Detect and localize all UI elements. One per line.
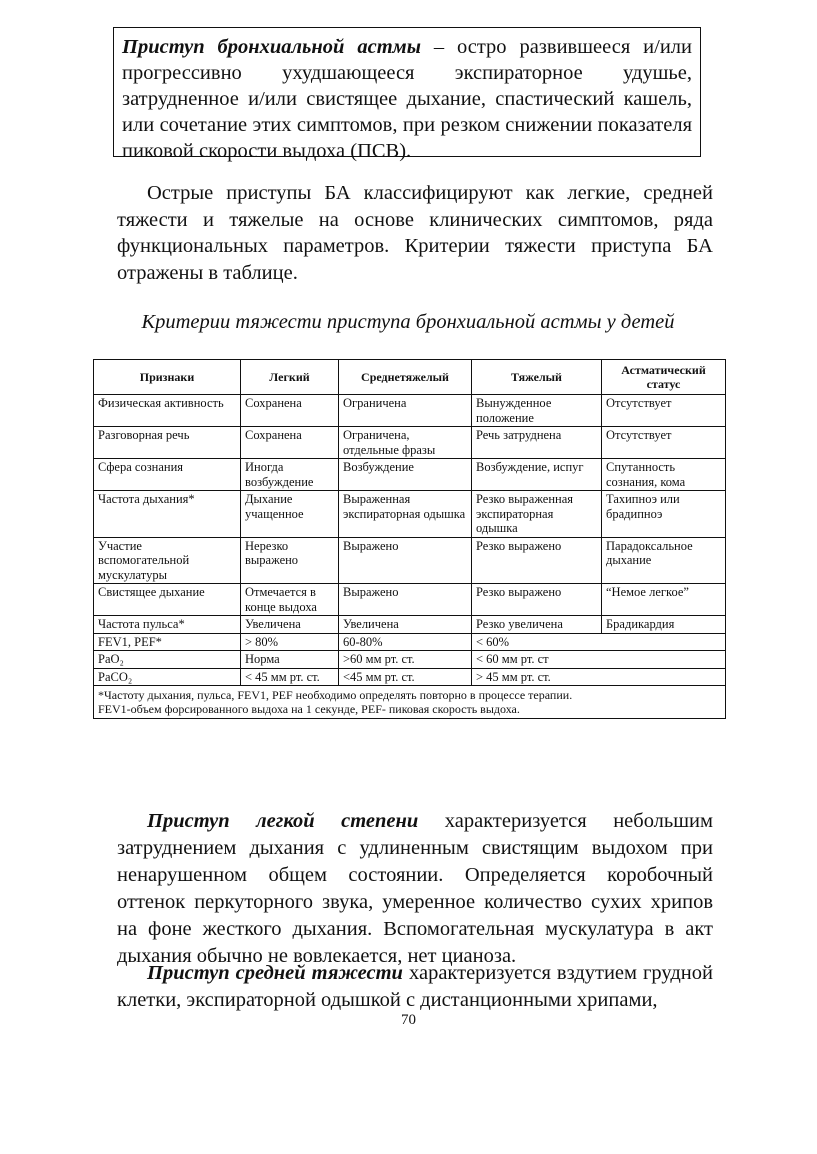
- table-cell: Норма: [241, 651, 339, 669]
- table-cell: >60 мм рт. ст.: [339, 651, 472, 669]
- table-header-row: [94, 360, 726, 395]
- table-cell: Брадикардия: [602, 616, 726, 634]
- table-cell: Ограничена, отдельные фразы: [339, 427, 472, 459]
- table-cell: Выражено: [339, 537, 472, 584]
- table-cell: < 45 мм рт. ст.: [241, 668, 339, 686]
- table-cell: Выраженная экспираторная одышка: [339, 491, 472, 538]
- table-row: [94, 651, 726, 669]
- table-cell: > 45 мм рт. ст.: [472, 668, 726, 686]
- table-cell: Участие вспомогательной мускулатуры: [94, 537, 241, 584]
- table-cell: “Немое легкое”: [602, 584, 726, 616]
- table-row: [94, 537, 726, 584]
- header-cell: Астматический статус: [602, 360, 726, 395]
- table-cell: Иногда возбуждение: [241, 459, 339, 491]
- table-cell: <45 мм рт. ст.: [339, 668, 472, 686]
- table-cell: Вынужденное положение: [472, 395, 602, 427]
- header-cell: Легкий: [241, 360, 339, 395]
- table-caption: Критерии тяжести приступа бронхиальной астмы у детей: [141, 311, 675, 333]
- table-cell: Физическая активность: [94, 395, 241, 427]
- header-cell: Тяжелый: [472, 360, 602, 395]
- table-footnote-row: [94, 686, 726, 719]
- table-cell: Отмечается в конце выдоха: [241, 584, 339, 616]
- table-row: [94, 633, 726, 651]
- table-cell: Нерезко выражено: [241, 537, 339, 584]
- table-cell: Выражено: [339, 584, 472, 616]
- table-cell: Увеличена: [241, 616, 339, 634]
- header-cell: Признаки: [94, 360, 241, 395]
- mild-attack-text: характеризуется небольшим затруднением дыхания с удлиненным свистящим выдохом при ненарушенном общем состоянии. Определяется коробочный оттенок перкуторного звука, умеренное количество сухих хрипов на фоне жесткого дыхания. Вспомогательная мускулатура в акт дыхания обычно не вовлекается, нет цианоза.: [117, 810, 713, 967]
- table-cell: Возбуждение, испуг: [472, 459, 602, 491]
- definition-text: – остро развившееся и/или прогрессивно ухудшающееся экспираторное удушье, затрудненное и/или свистящее дыхание, спастический кашель, или сочетание этих симптомов, при резком снижении показателя пиковой скорости выдоха (ПСВ).: [122, 36, 692, 162]
- table-cell: Резко выражено: [472, 584, 602, 616]
- moderate-attack-paragraph: [117, 960, 713, 1014]
- table-cell: > 80%: [241, 633, 339, 651]
- table-row: [94, 491, 726, 538]
- table-cell: Свистящее дыхание: [94, 584, 241, 616]
- table-cell: Спутанность сознания, кома: [602, 459, 726, 491]
- table-cell: Резко выражено: [472, 537, 602, 584]
- mild-attack-term: Приступ легкой степени: [147, 810, 419, 832]
- table-cell: Парадоксальное дыхание: [602, 537, 726, 584]
- table-cell: Речь затруднена: [472, 427, 602, 459]
- table-footnote: [94, 686, 726, 719]
- table-cell: Частота пульса*: [94, 616, 241, 634]
- table-cell: 60-80%: [339, 633, 472, 651]
- footnote-line: FEV1-объем форсированного выдоха на 1 секунде, PEF- пиковая скорость выдоха.: [98, 702, 520, 716]
- header-cell: Среднетяжелый: [339, 360, 472, 395]
- table-cell: < 60%: [472, 633, 726, 651]
- table-row: [94, 616, 726, 634]
- definition-term: Приступ бронхиальной астмы: [122, 36, 421, 58]
- table-cell: Отсутствует: [602, 395, 726, 427]
- moderate-attack-text: характеризуется вздутием грудной клетки, экспираторной одышкой с дистанционными хрипами,: [117, 962, 713, 1011]
- definition-box: [113, 27, 701, 162]
- table-row: [94, 668, 726, 686]
- table-row: [94, 427, 726, 459]
- table-cell: Сфера сознания: [94, 459, 241, 491]
- table-cell: Резко выраженная экспираторная одышка: [472, 491, 602, 538]
- table-row: [94, 584, 726, 616]
- table-cell: FEV1, PEF*: [94, 633, 241, 651]
- table-cell: Сохранена: [241, 395, 339, 427]
- table-cell: Сохранена: [241, 427, 339, 459]
- page-number: 70: [401, 1012, 416, 1028]
- table-row: [94, 395, 726, 427]
- table-row: [94, 459, 726, 491]
- table-cell: Тахипноэ или брадипноэ: [602, 491, 726, 538]
- intro-paragraph: Острые приступы БА классифицируют как легкие, средней тяжести и тяжелые на основе клинических симптомов, ряда функциональных параметров. Критерии тяжести приступа БА отражены в таблице.: [117, 182, 713, 284]
- table-cell: Увеличена: [339, 616, 472, 634]
- table-cell: Частота дыхания*: [94, 491, 241, 538]
- table-cell: Разговорная речь: [94, 427, 241, 459]
- table-cell: Резко увеличена: [472, 616, 602, 634]
- table-cell: Возбуждение: [339, 459, 472, 491]
- severity-criteria-table: [93, 359, 726, 719]
- table-cell: PaO₂: [94, 651, 241, 669]
- table-cell: Ограничена: [339, 395, 472, 427]
- moderate-attack-term: Приступ средней тяжести: [147, 962, 403, 984]
- mild-attack-paragraph: [117, 808, 713, 970]
- table-cell: PaCO₂: [94, 668, 241, 686]
- footnote-line: *Частоту дыхания, пульса, FEV1, PEF необходимо определять повторно в процессе терапии.: [98, 688, 573, 702]
- table-cell: Дыхание учащенное: [241, 491, 339, 538]
- table-cell: < 60 мм рт. ст: [472, 651, 726, 669]
- table-cell: Отсутствует: [602, 427, 726, 459]
